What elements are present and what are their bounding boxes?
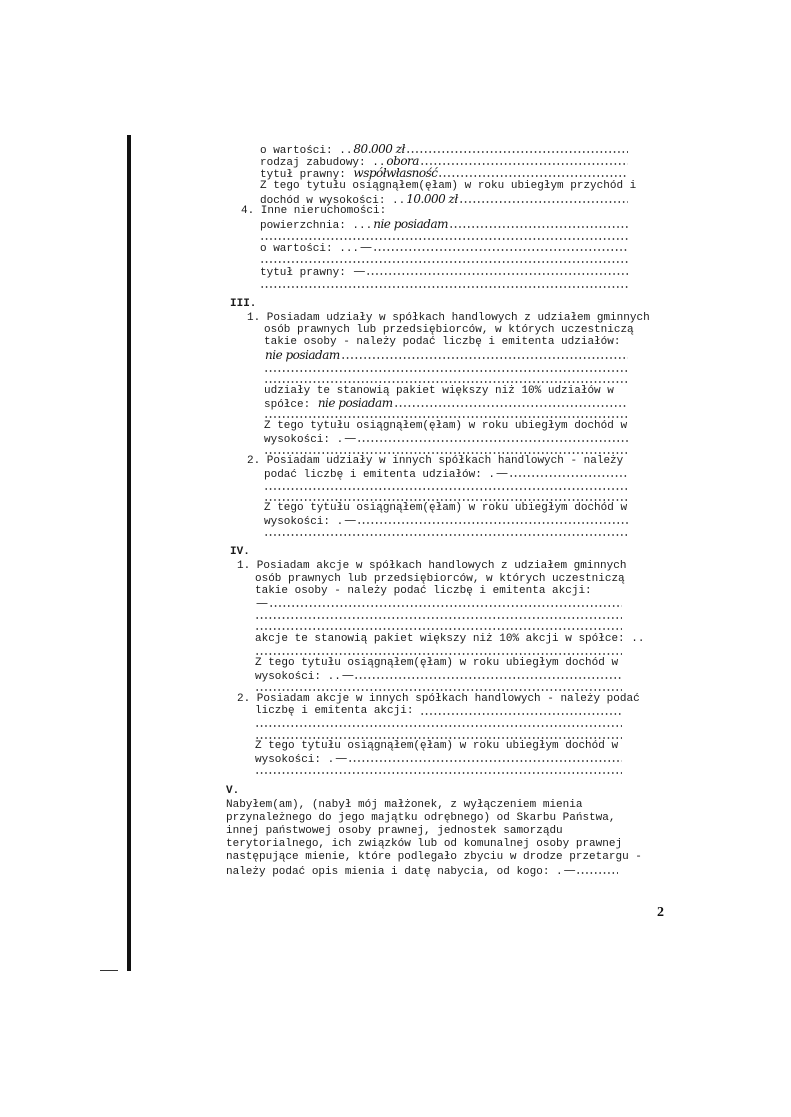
- dotted-fill-line: [264, 370, 628, 372]
- handwritten-entry: —: [344, 431, 356, 445]
- dotted-fill-line: [260, 286, 628, 288]
- handwritten-entry: 10.000 zł: [406, 192, 458, 206]
- dotted-fill-line: [264, 534, 628, 536]
- handwritten-entry: współwłasność: [353, 166, 438, 180]
- form-line: [255, 620, 622, 633]
- dotted-fill-line: [354, 677, 622, 679]
- printed-text: innej państwowej osoby prawnej, jednostek samorządu: [226, 825, 563, 837]
- handwritten-entry: nie posiadam: [373, 217, 448, 231]
- printed-text: o wartości: ...: [260, 243, 360, 255]
- form-line: [260, 265, 628, 278]
- form-line: [226, 825, 563, 838]
- printed-text: wysokości: ..: [255, 671, 341, 683]
- dotted-fill-line: [269, 605, 623, 607]
- form-line: [241, 205, 386, 218]
- printed-text: terytorialnego, ich związków lub od komunalnej osoby prawnej: [226, 838, 623, 850]
- form-line: [260, 278, 628, 291]
- dotted-fill-line: [255, 737, 622, 739]
- printed-text: Z tego tytułu osiągnąłem(ęłam) w roku ubiegłym dochód w: [255, 657, 619, 669]
- dotted-fill-line: [373, 249, 628, 251]
- scan-margin-bar: [127, 135, 131, 971]
- form-line: [226, 838, 622, 851]
- dotted-fill-line: [255, 689, 622, 691]
- section-heading: III.: [230, 298, 257, 310]
- scan-mark: [100, 970, 118, 971]
- dotted-fill-line: [264, 452, 628, 454]
- dotted-fill-line: [420, 163, 628, 165]
- printed-text: podać liczbę i emitenta udziałów: .: [264, 469, 496, 481]
- dotted-fill-line: [438, 175, 628, 177]
- printed-text: 4. Inne nieruchomości:: [241, 205, 387, 217]
- printed-text: Nabyłem(am), (nabył mój małżonek, z wyłączeniem mienia: [226, 799, 583, 811]
- dotted-fill-line: [509, 475, 628, 477]
- printed-text: należy podać opis mienia i datę nabycia, od kogo: .: [226, 866, 563, 878]
- dotted-fill-line: [255, 725, 622, 727]
- printed-text: tytuł prawny:: [260, 267, 353, 279]
- printed-text: przynależnego do jego majątku odrębnego) od Skarbu Państwa,: [226, 812, 616, 824]
- dotted-fill-line: [576, 872, 618, 874]
- page-number: 2: [657, 905, 664, 920]
- printed-text: powierzchnia: ...: [260, 220, 373, 232]
- printed-text: wysokości: .: [264, 516, 344, 528]
- printed-text: akcje te stanowią pakiet większy niż 10% akcji w spółce: ..: [255, 633, 645, 645]
- dotted-fill-line: [348, 760, 622, 762]
- handwritten-entry: —: [335, 751, 347, 765]
- handwritten-entry: —: [256, 596, 268, 610]
- form-line: [264, 349, 628, 362]
- form-line: [264, 526, 628, 539]
- dotted-fill-line: [255, 628, 622, 630]
- printed-text: rodzaj zabudowy: ..: [260, 157, 386, 169]
- printed-text: spółce:: [264, 399, 317, 411]
- form-line: [237, 560, 626, 573]
- printed-text: takie osoby - należy podać liczbę i emitenta akcji:: [255, 585, 592, 597]
- section-heading: V.: [226, 785, 240, 797]
- dotted-fill-line: [255, 772, 622, 774]
- printed-text: liczbę i emitenta akcji:: [255, 705, 421, 717]
- handwritten-entry: 80.000 zł: [353, 142, 405, 156]
- handwritten-entry: —: [353, 264, 365, 278]
- printed-text: Z tego tytułu osiągnąłem(ęłam) w roku ubiegłym dochód w: [255, 740, 619, 752]
- form-line: [264, 467, 628, 480]
- printed-text: osób prawnych lub przedsiębiorców, w których uczestniczą: [264, 324, 634, 336]
- printed-text: następujące mienie, które podlegało zbyciu w drodze przetargu -: [226, 851, 642, 863]
- dotted-fill-line: [260, 238, 628, 240]
- printed-text: 2. Posiadam udziały w innych spółkach handlowych - należy: [247, 455, 624, 467]
- dotted-fill-line: [459, 201, 628, 203]
- handwritten-entry: —: [563, 863, 576, 877]
- dotted-fill-line: [357, 522, 628, 524]
- dotted-fill-line: [255, 653, 622, 655]
- dotted-fill-line: [449, 226, 628, 228]
- printed-text: dochód w wysokości: ..: [260, 195, 406, 207]
- printed-text: o wartości: ..: [260, 145, 353, 157]
- form-line: [226, 799, 582, 812]
- dotted-fill-line: [264, 488, 628, 490]
- dotted-fill-line: [260, 261, 628, 263]
- printed-text: 1. Posiadam akcje w spółkach handlowych z udziałem gminnych: [237, 560, 627, 572]
- printed-text: Z tego tytułu osiągnąłem(ęłam) w roku ubiegłym przychód i: [260, 180, 637, 192]
- handwritten-entry: —: [341, 668, 354, 682]
- printed-text: 1. Posiadam udziały w spółkach handlowych z udziałem gminnych: [247, 312, 650, 324]
- handwritten-entry: nie posiadam: [317, 396, 393, 410]
- form-line: [226, 812, 615, 825]
- dotted-fill-line: [357, 440, 628, 442]
- form-line: [260, 167, 628, 180]
- printed-text: wysokości: .: [264, 434, 344, 446]
- handwritten-entry: —: [344, 513, 356, 527]
- form-line: [255, 764, 622, 777]
- dotted-fill-line: [394, 405, 628, 407]
- printed-text: Z tego tytułu osiągnąłem(ęłam) w roku ubiegłym dochód w: [264, 502, 628, 514]
- dotted-fill-line: [406, 151, 628, 153]
- handwritten-entry: —: [360, 240, 372, 254]
- dotted-fill-line: [264, 499, 628, 501]
- printed-text: osób prawnych lub przedsiębiorców, w których uczestniczą: [255, 573, 625, 585]
- handwritten-entry: —: [496, 466, 508, 480]
- handwritten-entry: nie posiadam: [265, 348, 340, 362]
- form-line: [226, 851, 642, 864]
- dotted-fill-line: [420, 713, 622, 715]
- printed-text: Z tego tytułu osiągnąłem(ęłam) w roku ubiegłym dochód w: [264, 420, 628, 432]
- printed-text: 2. Posiadam akcje w innych spółkach handlowych - należy podać: [237, 693, 640, 705]
- dotted-fill-line: [264, 381, 628, 383]
- printed-text: tytuł prawny:: [260, 169, 353, 181]
- printed-text: wysokości: .: [255, 754, 335, 766]
- printed-text: takie osoby - należy podać liczbę i emitenta udziałów:: [264, 336, 621, 348]
- dotted-fill-line: [366, 273, 628, 275]
- section-heading: IV.: [230, 546, 250, 558]
- dotted-fill-line: [264, 416, 628, 418]
- dotted-fill-line: [255, 617, 622, 619]
- dotted-fill-line: [341, 357, 628, 359]
- handwritten-entry: obora: [386, 154, 419, 168]
- form-line: [226, 864, 618, 877]
- printed-text: udziały te stanowią pakiet większy niż 10% udziałów w: [264, 385, 614, 397]
